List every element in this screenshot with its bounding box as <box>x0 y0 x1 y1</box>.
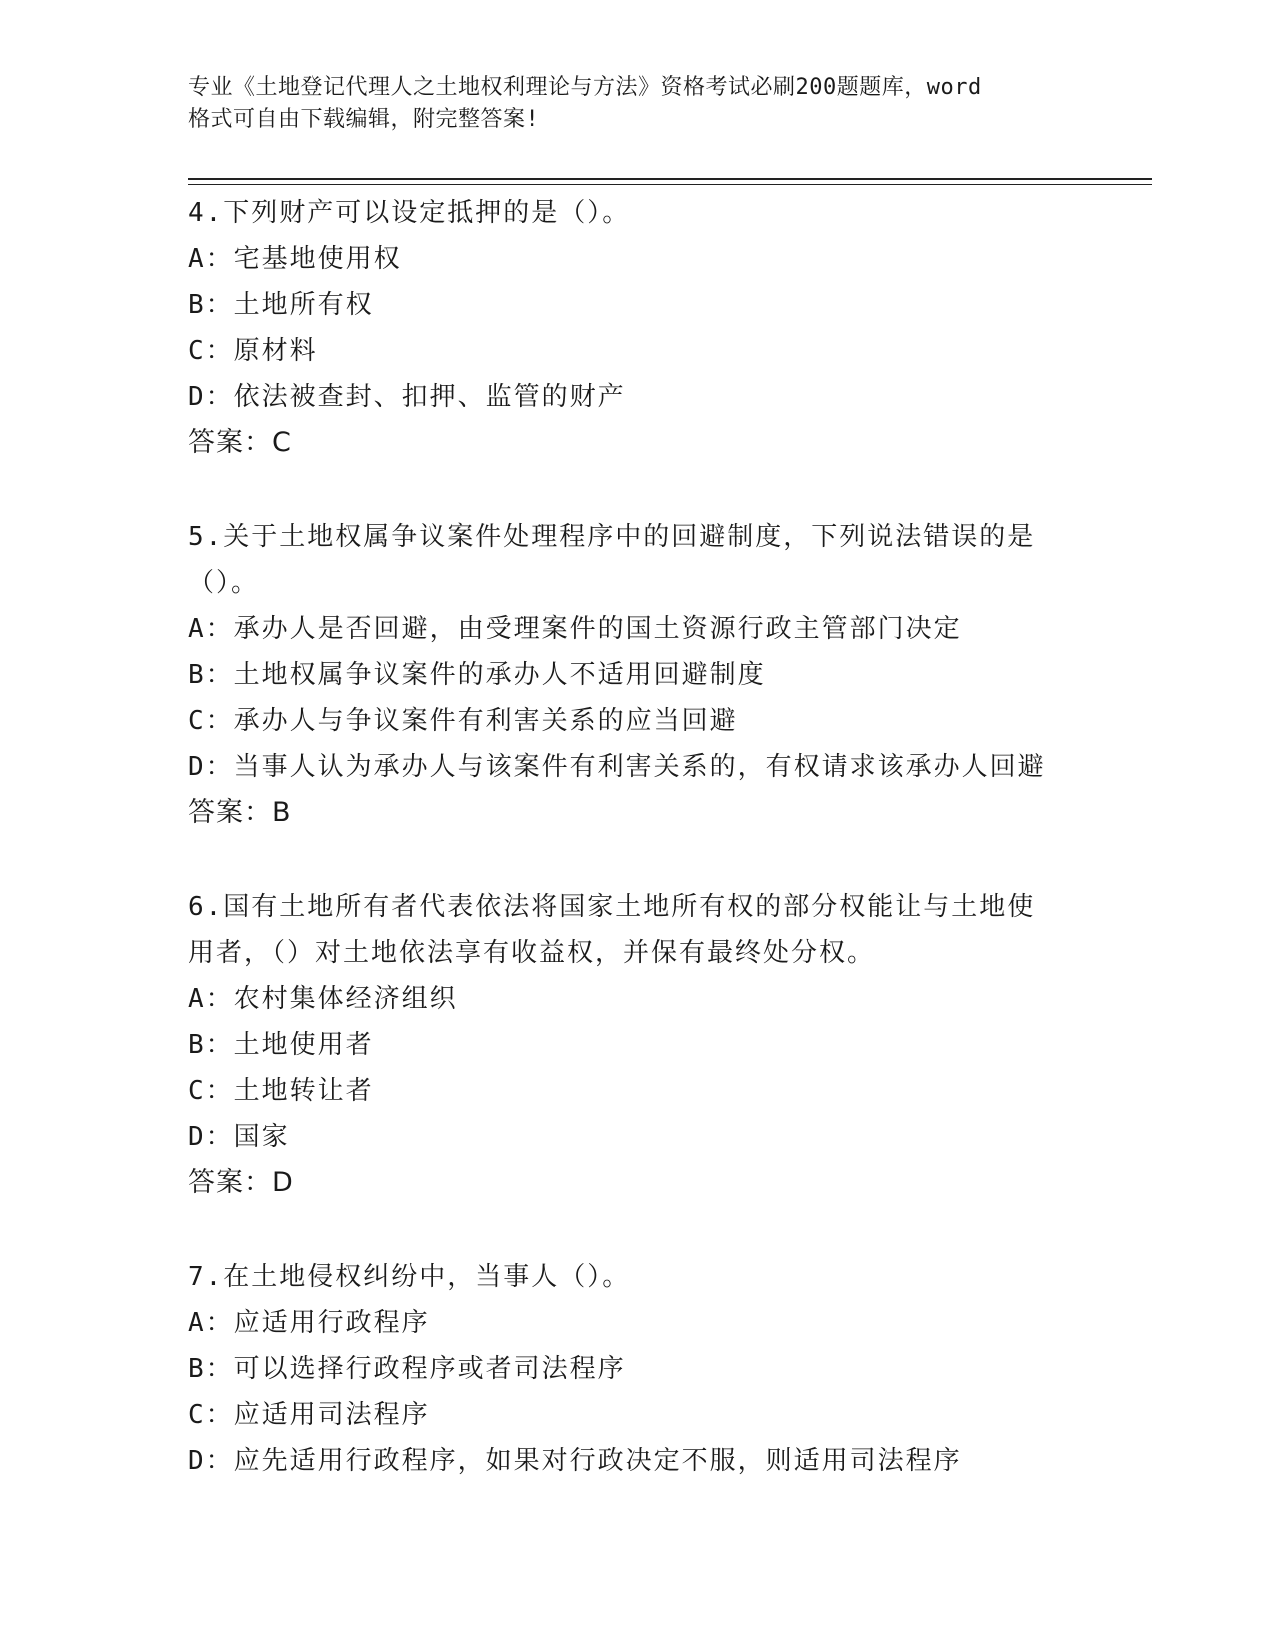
answer-label: 答案：B <box>188 797 292 828</box>
question-stem: 6.国有土地所有者代表依法将国家土地所有权的部分权能让与土地使 <box>188 892 1036 922</box>
header-line-1: 专业《土地登记代理人之土地权利理论与方法》资格考试必刷200题题库，word <box>188 75 982 100</box>
option-b: B：土地使用者 <box>188 1030 374 1060</box>
question-stem-continued: 用者，（）对土地依法享有收益权，并保有最终处分权。 <box>188 938 876 968</box>
option-c: C：应适用司法程序 <box>188 1400 430 1430</box>
option-b: B：土地权属争议案件的承办人不适用回避制度 <box>188 660 766 690</box>
option-d: D：当事人认为承办人与该案件有利害关系的，有权请求该承办人回避 <box>188 752 1046 782</box>
option-b: B：土地所有权 <box>188 290 374 320</box>
question-item <box>188 514 1088 836</box>
option-b: B：可以选择行政程序或者司法程序 <box>188 1354 626 1384</box>
question-item <box>188 884 1088 1206</box>
question-stem: 5.关于土地权属争议案件处理程序中的回避制度，下列说法错误的是 <box>188 522 1036 552</box>
question-stem: 4.下列财产可以设定抵押的是（）。 <box>188 198 631 228</box>
option-a: A：应适用行政程序 <box>188 1308 430 1338</box>
option-d: D：国家 <box>188 1122 290 1152</box>
option-a: A：农村集体经济组织 <box>188 984 458 1014</box>
header-divider-thick <box>188 178 1152 180</box>
option-d: D：依法被查封、扣押、监管的财产 <box>188 382 626 412</box>
question-item <box>188 190 1088 466</box>
question-list <box>188 190 1088 1484</box>
document-header <box>188 72 1068 136</box>
answer-label: 答案：D <box>188 1167 294 1198</box>
option-c: C：土地转让者 <box>188 1076 374 1106</box>
header-line-2: 格式可自由下载编辑，附完整答案! <box>188 107 540 132</box>
question-stem: 7.在土地侵权纠纷中，当事人（）。 <box>188 1262 631 1292</box>
header-divider-thin <box>188 184 1152 185</box>
question-item <box>188 1254 1088 1484</box>
option-c: C：原材料 <box>188 336 318 366</box>
option-d: D：应先适用行政程序，如果对行政决定不服，则适用司法程序 <box>188 1446 962 1476</box>
question-stem-continued: （）。 <box>188 568 260 598</box>
option-a: A：承办人是否回避，由受理案件的国土资源行政主管部门决定 <box>188 614 962 644</box>
answer-label: 答案：C <box>188 427 292 458</box>
option-a: A：宅基地使用权 <box>188 244 402 274</box>
option-c: C：承办人与争议案件有利害关系的应当回避 <box>188 706 738 736</box>
